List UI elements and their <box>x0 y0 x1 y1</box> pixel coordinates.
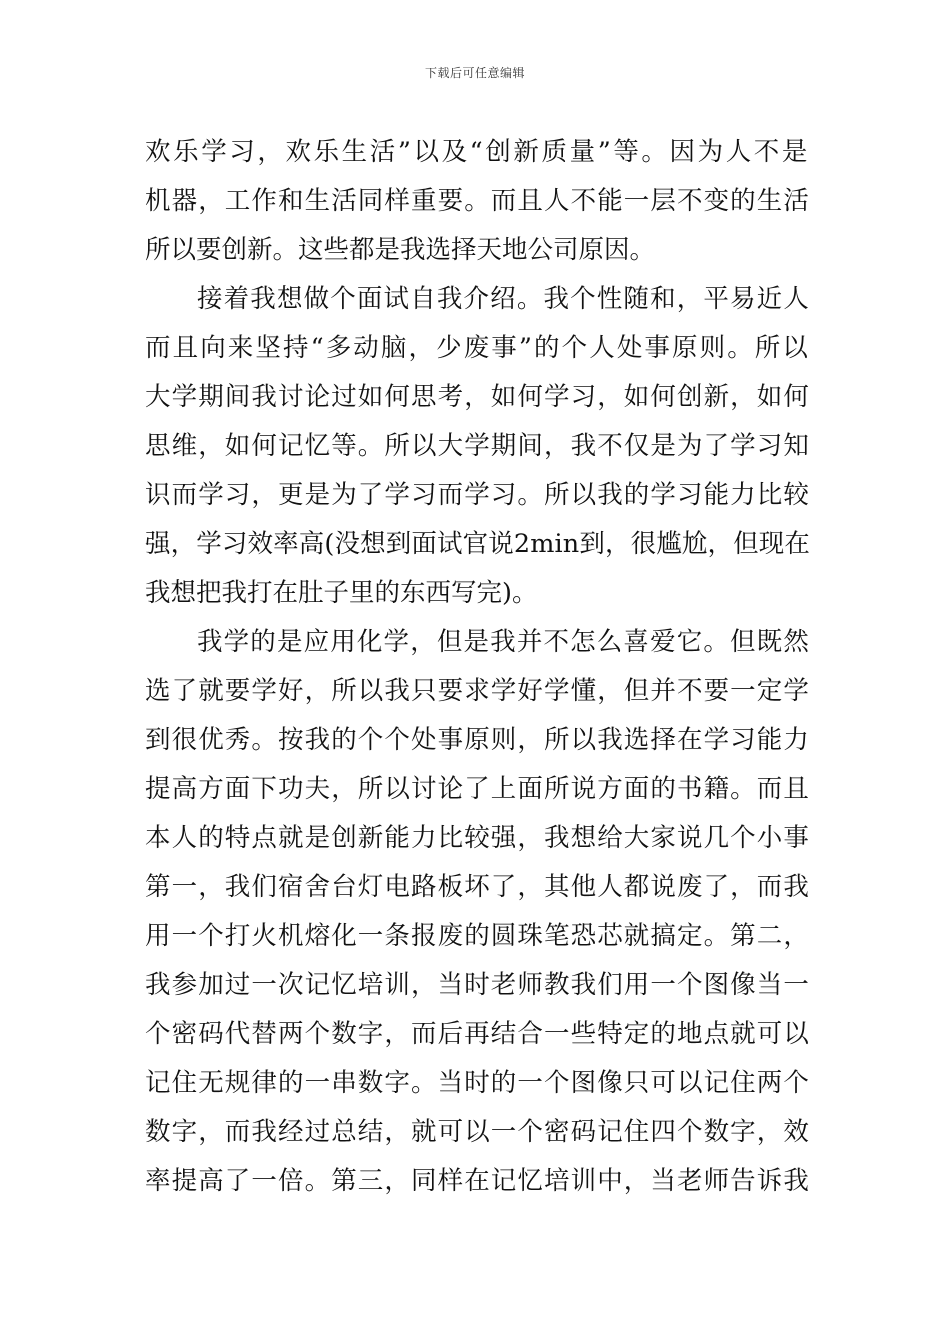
text-line: 提高方面下功夫，所以讨论了上面所说方面的书籍。而且 <box>145 774 810 804</box>
text-line: 大学期间我讨论过如何思考，如何学习，如何创新，如何 <box>145 382 810 412</box>
text-line: 机器，工作和生活同样重要。而且人不能一层不变的生活 <box>145 186 810 216</box>
page-header: 下载后可任意编辑 <box>424 66 525 80</box>
text-line: 接着我想做个面试自我介绍。我个性随和，平易近人 <box>197 284 810 314</box>
text-line: 思维，如何记忆等。所以大学期间，我不仅是为了学习知 <box>145 431 810 461</box>
text-line: 所以要创新。这些都是我选择天地公司原因。 <box>145 235 656 265</box>
text-line: 而且向来坚持“多动脑，少废事”的个人处事原则。所以 <box>145 333 810 363</box>
text-line: 识而学习，更是为了学习而学习。所以我的学习能力比较 <box>145 480 810 510</box>
text-line: 欢乐学习，欢乐生活”以及“创新质量”等。因为人不是 <box>145 137 810 167</box>
text-line: 个密码代替两个数字，而后再结合一些特定的地点就可以 <box>145 1019 810 1049</box>
text-line: 数字，而我经过总结，就可以一个密码记住四个数字，效 <box>145 1117 810 1147</box>
text-line: 第一，我们宿舍台灯电路板坏了，其他人都说废了，而我 <box>145 872 810 902</box>
text-line: 本人的特点就是创新能力比较强，我想给大家说几个小事 <box>145 823 810 853</box>
text-line: 率提高了一倍。第三，同样在记忆培训中，当老师告诉我 <box>145 1166 810 1196</box>
text-line: 到很优秀。按我的个个处事原则，所以我选择在学习能力 <box>145 725 810 755</box>
text-line: 我学的是应用化学，但是我并不怎么喜爱它。但既然 <box>197 627 810 657</box>
text-line: 记住无规律的一串数字。当时的一个图像只可以记住两个 <box>145 1068 810 1098</box>
text-line: 我参加过一次记忆培训，当时老师教我们用一个图像当一 <box>145 970 810 1000</box>
document-body <box>145 128 810 1206</box>
text-line: 我想把我打在肚子里的东西写完)。 <box>145 578 538 608</box>
text-line: 选了就要学好，所以我只要求学好学懂，但并不要一定学 <box>145 676 810 706</box>
text-line: 强，学习效率高(没想到面试官说2min到，很尴尬，但现在 <box>145 529 810 559</box>
text-line: 用一个打火机熔化一条报废的圆珠笔恐芯就搞定。第二， <box>145 921 810 951</box>
